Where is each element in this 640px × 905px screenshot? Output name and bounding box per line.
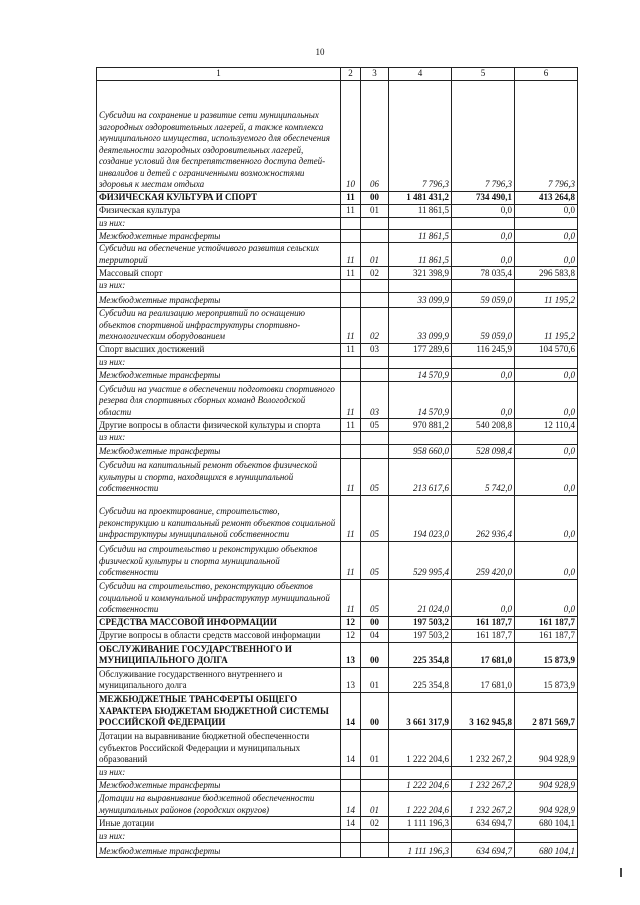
row-value-year-1: 177 289,6 — [389, 343, 452, 356]
row-value-year-1: 14 570,9 — [389, 382, 452, 419]
row-value-year-1: 1 222 204,6 — [389, 792, 452, 817]
row-value-year-3: 904 928,9 — [515, 729, 578, 766]
row-name: Субсидии на капитальный ремонт объектов физической культуры и спорта, находящихся в муниципальной собственности — [97, 458, 341, 495]
row-value-year-3 — [515, 356, 578, 369]
table-row — [97, 495, 578, 541]
row-name: Межбюджетные трансферты — [97, 230, 341, 243]
row-section — [341, 843, 361, 858]
row-section: 13 — [341, 642, 361, 667]
row-value-year-1: 11 861,5 — [389, 204, 452, 217]
row-subsection: 00 — [361, 191, 389, 204]
row-subsection — [361, 292, 389, 307]
row-value-year-1: 1 111 196,3 — [389, 817, 452, 830]
row-name: Физическая культура — [97, 204, 341, 217]
row-name: ФИЗИЧЕСКАЯ КУЛЬТУРА И СПОРТ — [97, 191, 341, 204]
row-value-year-2: 7 796,3 — [452, 80, 515, 191]
row-name: Спорт высших достижений — [97, 343, 341, 356]
row-name: ОБСЛУЖИВАНИЕ ГОСУДАРСТВЕННОГО И МУНИЦИПАЛЬНОГО ДОЛГА — [97, 642, 341, 667]
row-value-year-3: 11 195,2 — [515, 307, 578, 343]
row-value-year-1 — [389, 217, 452, 230]
row-section: 12 — [341, 629, 361, 642]
row-name: Межбюджетные трансферты — [97, 292, 341, 307]
row-section: 11 — [341, 382, 361, 419]
table-row — [97, 766, 578, 779]
row-value-year-1: 529 995,4 — [389, 541, 452, 579]
row-value-year-2: 59 059,0 — [452, 307, 515, 343]
row-value-year-3: 161 187,7 — [515, 616, 578, 629]
row-value-year-3: 0,0 — [515, 243, 578, 267]
row-value-year-3: 0,0 — [515, 369, 578, 382]
row-value-year-1: 1 481 431,2 — [389, 191, 452, 204]
row-value-year-3: 680 104,1 — [515, 817, 578, 830]
row-value-year-2: 1 232 267,2 — [452, 779, 515, 792]
row-value-year-2: 262 936,4 — [452, 495, 515, 541]
table-row — [97, 830, 578, 843]
row-value-year-1: 33 099,9 — [389, 307, 452, 343]
row-value-year-2: 5 742,0 — [452, 458, 515, 495]
table-row — [97, 616, 578, 629]
row-value-year-2: 59 059,0 — [452, 292, 515, 307]
row-section: 11 — [341, 458, 361, 495]
table-row — [97, 307, 578, 343]
row-name: Субсидии на строительство и реконструкцию объектов физической культуры и спорта муниципальной собственности — [97, 541, 341, 579]
row-subsection: 03 — [361, 343, 389, 356]
row-subsection: 01 — [361, 667, 389, 692]
row-name: Другие вопросы в области средств массовой информации — [97, 629, 341, 642]
table-row — [97, 843, 578, 858]
row-section: 14 — [341, 692, 361, 729]
row-value-year-2: 0,0 — [452, 369, 515, 382]
row-subsection — [361, 843, 389, 858]
row-section — [341, 369, 361, 382]
row-value-year-2: 634 694,7 — [452, 843, 515, 858]
row-value-year-1: 194 023,0 — [389, 495, 452, 541]
row-subsection: 00 — [361, 616, 389, 629]
column-number: 2 — [341, 68, 361, 81]
row-name: из них: — [97, 217, 341, 230]
row-value-year-1 — [389, 280, 452, 293]
row-value-year-1: 225 354,8 — [389, 642, 452, 667]
row-value-year-3: 0,0 — [515, 495, 578, 541]
row-name: Иные дотации — [97, 817, 341, 830]
row-subsection: 02 — [361, 307, 389, 343]
row-value-year-3: 11 195,2 — [515, 292, 578, 307]
row-value-year-3 — [515, 217, 578, 230]
table-row — [97, 292, 578, 307]
row-name: Субсидии на реализацию мероприятий по оснащению объектов спортивной инфраструктуры спортивно-технологическим оборудованием — [97, 307, 341, 343]
row-value-year-1 — [389, 356, 452, 369]
row-value-year-2: 1 232 267,2 — [452, 729, 515, 766]
row-subsection — [361, 830, 389, 843]
row-subsection: 00 — [361, 692, 389, 729]
row-subsection: 00 — [361, 642, 389, 667]
row-value-year-1: 225 354,8 — [389, 667, 452, 692]
row-section: 14 — [341, 817, 361, 830]
table-row — [97, 667, 578, 692]
row-value-year-1: 321 398,9 — [389, 267, 452, 280]
column-number: 3 — [361, 68, 389, 81]
row-subsection: 02 — [361, 817, 389, 830]
row-value-year-1: 7 796,3 — [389, 80, 452, 191]
row-name: из них: — [97, 280, 341, 293]
row-value-year-1 — [389, 432, 452, 445]
row-name: МЕЖБЮДЖЕТНЫЕ ТРАНСФЕРТЫ ОБЩЕГО ХАРАКТЕРА БЮДЖЕТАМ БЮДЖЕТНОЙ СИСТЕМЫ РОССИЙСКОЙ ФЕДЕРАЦИИ — [97, 692, 341, 729]
table-row — [97, 541, 578, 579]
row-value-year-1: 11 861,5 — [389, 243, 452, 267]
row-value-year-2: 259 420,0 — [452, 541, 515, 579]
scan-margin-mark — [620, 868, 622, 877]
row-name: Субсидии на обеспечение устойчивого развития сельских территорий — [97, 243, 341, 267]
row-section: 11 — [341, 307, 361, 343]
row-value-year-3 — [515, 766, 578, 779]
row-name: Субсидии на проектирование, строительство, реконструкцию и капитальный ремонт объектов социальной инфраструктуры муниципальной собственности — [97, 495, 341, 541]
row-subsection — [361, 280, 389, 293]
row-value-year-1: 1 222 204,6 — [389, 779, 452, 792]
row-value-year-3: 12 110,4 — [515, 419, 578, 432]
row-name: из них: — [97, 830, 341, 843]
row-value-year-2: 540 208,8 — [452, 419, 515, 432]
row-section — [341, 766, 361, 779]
table-row — [97, 243, 578, 267]
table-row — [97, 642, 578, 667]
column-number: 5 — [452, 68, 515, 81]
row-name: Межбюджетные трансферты — [97, 369, 341, 382]
budget-table — [96, 67, 578, 858]
table-row — [97, 817, 578, 830]
row-name: Субсидии на строительство, реконструкцию объектов социальной и коммунальной инфраструктур муниципальной собственности — [97, 579, 341, 616]
row-value-year-3: 904 928,9 — [515, 779, 578, 792]
row-value-year-2: 0,0 — [452, 204, 515, 217]
row-value-year-3 — [515, 280, 578, 293]
table-row — [97, 191, 578, 204]
row-subsection: 01 — [361, 792, 389, 817]
row-section — [341, 356, 361, 369]
row-section: 11 — [341, 191, 361, 204]
row-section: 13 — [341, 667, 361, 692]
row-value-year-3: 104 570,6 — [515, 343, 578, 356]
row-value-year-2 — [452, 356, 515, 369]
row-value-year-2: 116 245,9 — [452, 343, 515, 356]
row-subsection — [361, 766, 389, 779]
row-name: Межбюджетные трансферты — [97, 779, 341, 792]
row-subsection: 02 — [361, 267, 389, 280]
row-value-year-3: 904 928,9 — [515, 792, 578, 817]
table-row — [97, 80, 578, 191]
table-row — [97, 343, 578, 356]
table-row — [97, 230, 578, 243]
row-subsection — [361, 217, 389, 230]
row-value-year-3 — [515, 830, 578, 843]
table-row — [97, 729, 578, 766]
row-value-year-3: 0,0 — [515, 204, 578, 217]
table-row — [97, 792, 578, 817]
row-value-year-3 — [515, 432, 578, 445]
row-value-year-3: 680 104,1 — [515, 843, 578, 858]
row-value-year-1: 3 661 317,9 — [389, 692, 452, 729]
row-value-year-2: 0,0 — [452, 579, 515, 616]
row-subsection: 05 — [361, 495, 389, 541]
row-value-year-2: 734 490,1 — [452, 191, 515, 204]
row-name: из них: — [97, 356, 341, 369]
row-value-year-1: 197 503,2 — [389, 616, 452, 629]
row-value-year-1: 14 570,9 — [389, 369, 452, 382]
row-value-year-2: 528 098,4 — [452, 444, 515, 458]
row-value-year-3: 15 873,9 — [515, 642, 578, 667]
row-value-year-1 — [389, 830, 452, 843]
row-value-year-3: 0,0 — [515, 444, 578, 458]
row-value-year-1: 11 861,5 — [389, 230, 452, 243]
row-name: из них: — [97, 432, 341, 445]
table-row — [97, 458, 578, 495]
table-row — [97, 419, 578, 432]
table-row — [97, 369, 578, 382]
row-section: 11 — [341, 204, 361, 217]
table-row — [97, 356, 578, 369]
row-value-year-2: 78 035,4 — [452, 267, 515, 280]
row-subsection — [361, 444, 389, 458]
row-subsection — [361, 356, 389, 369]
row-name: Межбюджетные трансферты — [97, 444, 341, 458]
row-name: СРЕДСТВА МАССОВОЙ ИНФОРМАЦИИ — [97, 616, 341, 629]
table-row — [97, 280, 578, 293]
column-number: 6 — [515, 68, 578, 81]
row-value-year-3: 2 871 569,7 — [515, 692, 578, 729]
row-value-year-3: 161 187,7 — [515, 629, 578, 642]
row-value-year-3: 15 873,9 — [515, 667, 578, 692]
row-value-year-1: 213 617,6 — [389, 458, 452, 495]
table-row — [97, 432, 578, 445]
row-value-year-2 — [452, 830, 515, 843]
row-subsection: 01 — [361, 243, 389, 267]
row-name: Массовый спорт — [97, 267, 341, 280]
row-subsection: 06 — [361, 80, 389, 191]
row-subsection — [361, 230, 389, 243]
row-section: 11 — [341, 419, 361, 432]
row-name: Другие вопросы в области физической культуры и спорта — [97, 419, 341, 432]
row-name: Межбюджетные трансферты — [97, 843, 341, 858]
row-value-year-3: 413 264,8 — [515, 191, 578, 204]
row-value-year-2: 161 187,7 — [452, 616, 515, 629]
table-row — [97, 204, 578, 217]
row-value-year-3: 7 796,3 — [515, 80, 578, 191]
row-value-year-2 — [452, 217, 515, 230]
column-number-row — [97, 68, 578, 81]
row-value-year-1 — [389, 766, 452, 779]
row-value-year-2: 161 187,7 — [452, 629, 515, 642]
row-section: 14 — [341, 729, 361, 766]
row-subsection — [361, 369, 389, 382]
row-value-year-2: 0,0 — [452, 382, 515, 419]
row-section — [341, 444, 361, 458]
row-value-year-2: 1 232 267,2 — [452, 792, 515, 817]
row-subsection: 05 — [361, 458, 389, 495]
row-subsection: 01 — [361, 204, 389, 217]
row-subsection: 03 — [361, 382, 389, 419]
row-subsection — [361, 779, 389, 792]
row-section: 11 — [341, 343, 361, 356]
row-section — [341, 280, 361, 293]
row-value-year-1: 1 111 196,3 — [389, 843, 452, 858]
row-section — [341, 217, 361, 230]
page-number: 10 — [315, 47, 325, 57]
row-section: 11 — [341, 579, 361, 616]
row-section: 14 — [341, 792, 361, 817]
row-subsection: 04 — [361, 629, 389, 642]
row-section: 10 — [341, 80, 361, 191]
row-value-year-3: 0,0 — [515, 458, 578, 495]
row-section: 11 — [341, 541, 361, 579]
row-name: Дотации на выравнивание бюджетной обеспеченности муниципальных районов (городских округов) — [97, 792, 341, 817]
row-subsection: 05 — [361, 419, 389, 432]
row-value-year-2: 0,0 — [452, 243, 515, 267]
row-value-year-2 — [452, 766, 515, 779]
row-section — [341, 432, 361, 445]
row-value-year-3: 0,0 — [515, 541, 578, 579]
row-section: 12 — [341, 616, 361, 629]
row-value-year-1: 21 024,0 — [389, 579, 452, 616]
table-row — [97, 579, 578, 616]
row-section: 11 — [341, 267, 361, 280]
row-name: из них: — [97, 766, 341, 779]
row-value-year-2: 17 681,0 — [452, 642, 515, 667]
row-name: Обслуживание государственного внутреннего и муниципального долга — [97, 667, 341, 692]
row-value-year-3: 0,0 — [515, 230, 578, 243]
row-subsection — [361, 432, 389, 445]
table-row — [97, 267, 578, 280]
budget-table-body — [97, 68, 578, 858]
table-row — [97, 444, 578, 458]
table-row — [97, 382, 578, 419]
row-value-year-1: 33 099,9 — [389, 292, 452, 307]
row-section — [341, 779, 361, 792]
row-value-year-2: 17 681,0 — [452, 667, 515, 692]
row-section — [341, 292, 361, 307]
row-value-year-3: 0,0 — [515, 579, 578, 616]
row-subsection: 01 — [361, 729, 389, 766]
row-value-year-1: 970 881,2 — [389, 419, 452, 432]
row-value-year-2: 3 162 945,8 — [452, 692, 515, 729]
table-row — [97, 692, 578, 729]
row-value-year-2: 0,0 — [452, 230, 515, 243]
table-row — [97, 629, 578, 642]
row-subsection: 05 — [361, 579, 389, 616]
column-number: 4 — [389, 68, 452, 81]
row-section — [341, 230, 361, 243]
row-value-year-2 — [452, 432, 515, 445]
row-value-year-3: 296 583,8 — [515, 267, 578, 280]
row-subsection: 05 — [361, 541, 389, 579]
row-value-year-1: 958 660,0 — [389, 444, 452, 458]
row-value-year-2 — [452, 280, 515, 293]
row-section: 11 — [341, 243, 361, 267]
column-number: 1 — [97, 68, 341, 81]
row-value-year-2: 634 694,7 — [452, 817, 515, 830]
row-value-year-3: 0,0 — [515, 382, 578, 419]
row-section: 11 — [341, 495, 361, 541]
table-row — [97, 217, 578, 230]
row-name: Дотации на выравнивание бюджетной обеспеченности субъектов Российской Федерации и муниципальных образований — [97, 729, 341, 766]
row-name: Субсидии на сохранение и развитие сети муниципальных загородных оздоровительных лагерей, а также комплекса муниципального имущества, используемого для обеспечения деятельности загородных оздоровительных лагерей, создание условий для беспрепятственного доступа детей-инвалидов и детей с ограниченными возможностями здоровья к местам отдыха — [97, 80, 341, 191]
row-name: Субсидии на участие в обеспечении подготовки спортивного резерва для спортивных сборных команд Вологодской области — [97, 382, 341, 419]
row-value-year-1: 197 503,2 — [389, 629, 452, 642]
table-row — [97, 779, 578, 792]
row-value-year-1: 1 222 204,6 — [389, 729, 452, 766]
row-section — [341, 830, 361, 843]
